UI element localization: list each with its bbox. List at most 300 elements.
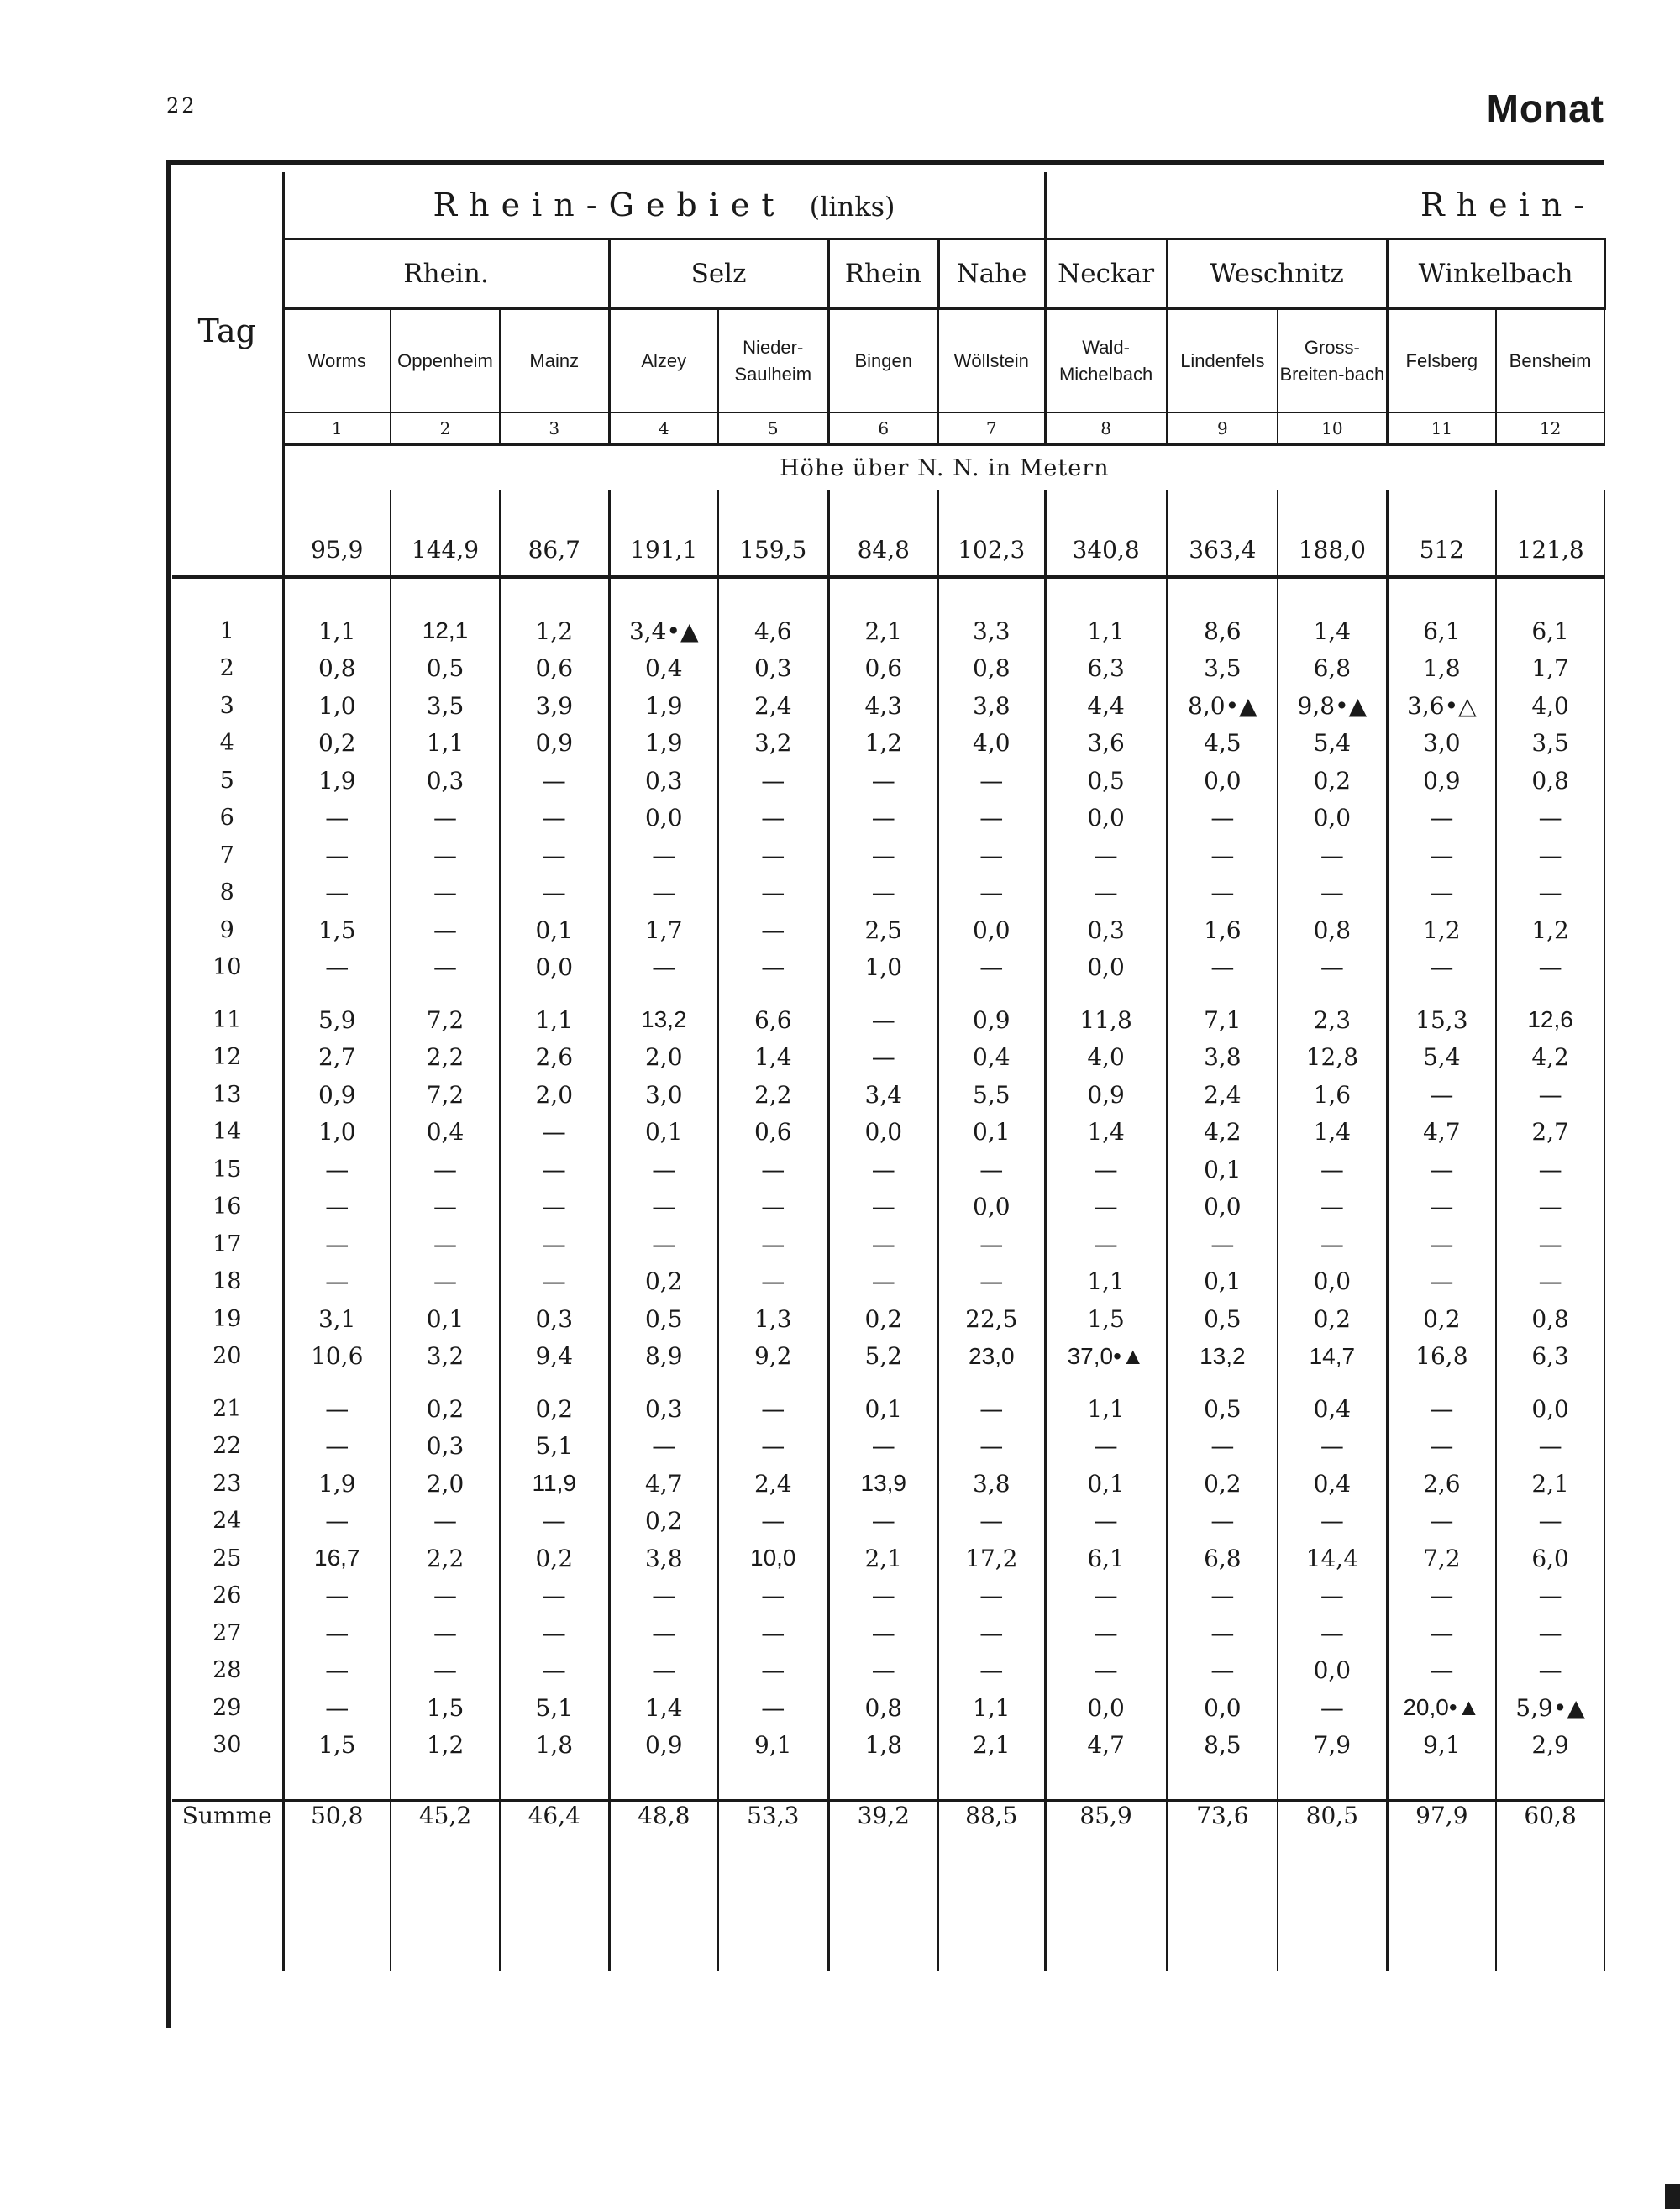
- table-cell: —: [391, 949, 500, 987]
- table-cell: 16,8: [1387, 1338, 1496, 1376]
- page-number: 22: [166, 94, 197, 118]
- table-cell: —: [283, 800, 391, 837]
- table-cell: 0,3: [609, 1375, 718, 1428]
- table-cell: 0,9: [938, 986, 1045, 1039]
- table-cell: —: [1167, 949, 1278, 987]
- table-cell: —: [828, 1652, 938, 1690]
- sum-value: 85,9: [1045, 1801, 1167, 1863]
- table-cell: —: [1387, 1151, 1496, 1188]
- table-cell: 0,0: [1278, 1263, 1387, 1301]
- table-cell: 0,3: [500, 1300, 609, 1338]
- table-cell: 1,1: [938, 1689, 1045, 1727]
- table-cell: 0,4: [391, 1114, 500, 1152]
- table-cell: —: [938, 1375, 1045, 1428]
- table-cell: —: [283, 1188, 391, 1226]
- table-cell: —: [828, 762, 938, 800]
- table-cell: 0,0: [1496, 1375, 1604, 1428]
- table-cell: 1,0: [283, 1114, 391, 1152]
- table-cell: 11,9: [500, 1465, 609, 1503]
- river-rhein: Rhein: [828, 239, 938, 309]
- table-cell: —: [938, 800, 1045, 837]
- day-number: 13: [172, 1076, 283, 1114]
- table-cell: —: [1387, 1263, 1496, 1301]
- table-cell: 9,2: [718, 1338, 828, 1376]
- table-cell: 2,7: [1496, 1114, 1604, 1152]
- elevation-value: 86,7: [500, 490, 609, 577]
- sum-value: 88,5: [938, 1801, 1045, 1863]
- table-cell: 0,1: [391, 1300, 500, 1338]
- table-cell: 0,1: [1167, 1151, 1278, 1188]
- elevation-value: 340,8: [1045, 490, 1167, 577]
- table-cell: 0,0: [500, 949, 609, 987]
- table-cell: 0,2: [609, 1263, 718, 1301]
- table-cell: 6,3: [1496, 1338, 1604, 1376]
- table-cell: 2,2: [391, 1540, 500, 1577]
- table-cell: 0,9: [283, 1076, 391, 1114]
- table-cell: —: [1496, 1503, 1604, 1540]
- sum-value: 60,8: [1496, 1801, 1604, 1863]
- day-number: 9: [172, 911, 283, 949]
- elevation-value: 102,3: [938, 490, 1045, 577]
- table-cell: 0,2: [1278, 1300, 1387, 1338]
- table-cell: —: [828, 1503, 938, 1540]
- table-row: [172, 1039, 1604, 1077]
- sum-value: 45,2: [391, 1801, 500, 1863]
- table-row: [172, 1689, 1604, 1727]
- region-left-header: [283, 172, 1045, 239]
- table-cell: 1,7: [609, 911, 718, 949]
- elevation-value: 95,9: [283, 490, 391, 577]
- table-cell: 0,1: [1045, 1465, 1167, 1503]
- table-cell: 10,6: [283, 1338, 391, 1376]
- station-wald-michelbach: Wald-Michelbach: [1045, 309, 1167, 413]
- table-cell: 22,5: [938, 1300, 1045, 1338]
- table-cell: —: [500, 800, 609, 837]
- table-cell: 0,8: [1496, 762, 1604, 800]
- table-cell: 13,2: [609, 986, 718, 1039]
- table-cell: 8,5: [1167, 1727, 1278, 1765]
- table-cell: —: [1278, 1428, 1387, 1466]
- day-number: 2: [172, 650, 283, 688]
- table-cell: —: [718, 1151, 828, 1188]
- table-cell: 9,4: [500, 1338, 609, 1376]
- day-number: 22: [172, 1428, 283, 1466]
- table-cell: —: [609, 1225, 718, 1263]
- table-cell: —: [1045, 1151, 1167, 1188]
- table-cell: 4,0: [938, 725, 1045, 763]
- table-cell: —: [718, 800, 828, 837]
- elevation-value: 84,8: [828, 490, 938, 577]
- table-row: [172, 800, 1604, 837]
- table-cell: —: [1167, 837, 1278, 874]
- station-mainz: Mainz: [500, 309, 609, 413]
- table-cell: 3,8: [938, 1465, 1045, 1503]
- table-cell: —: [283, 1375, 391, 1428]
- table-cell: —: [828, 1039, 938, 1077]
- table-cell: 1,2: [1496, 911, 1604, 949]
- table-cell: —: [1496, 1263, 1604, 1301]
- table-cell: 2,7: [283, 1039, 391, 1077]
- table-cell: 0,0: [1167, 1689, 1278, 1727]
- table-tail: [172, 1862, 1604, 1971]
- table-cell: 0,3: [1045, 911, 1167, 949]
- table-cell: 0,0: [609, 800, 718, 837]
- table-cell: —: [1496, 1652, 1604, 1690]
- table-cell: —: [1496, 874, 1604, 912]
- table-cell: 10,0: [718, 1540, 828, 1577]
- column-number: 12: [1496, 413, 1604, 445]
- table-cell: —: [828, 1263, 938, 1301]
- table-cell: —: [718, 949, 828, 987]
- table-cell: —: [718, 837, 828, 874]
- table-row: [172, 1188, 1604, 1226]
- table-cell: 3,8: [609, 1540, 718, 1577]
- table-cell: 0,2: [828, 1300, 938, 1338]
- table-cell: 7,2: [1387, 1540, 1496, 1577]
- table-cell: 7,9: [1278, 1727, 1387, 1765]
- table-cell: 2,5: [828, 911, 938, 949]
- table-cell: —: [1045, 1503, 1167, 1540]
- table-row: [172, 1465, 1604, 1503]
- table-cell: —: [1278, 1689, 1387, 1727]
- day-number: 26: [172, 1577, 283, 1615]
- table-cell: 0,0: [938, 1188, 1045, 1226]
- table-cell: —: [500, 837, 609, 874]
- table-cell: —: [1387, 837, 1496, 874]
- table-cell: —: [1278, 1614, 1387, 1652]
- day-number: 27: [172, 1614, 283, 1652]
- table-cell: 17,2: [938, 1540, 1045, 1577]
- table-cell: 12,8: [1278, 1039, 1387, 1077]
- table-cell: —: [1387, 1614, 1496, 1652]
- table-cell: 4,6: [718, 597, 828, 650]
- table-cell: —: [391, 1503, 500, 1540]
- elevation-value: 191,1: [609, 490, 718, 577]
- table-row: [172, 1300, 1604, 1338]
- table-cell: 2,2: [391, 1039, 500, 1077]
- table-cell: 0,1: [938, 1114, 1045, 1152]
- table-cell: 2,1: [828, 1540, 938, 1577]
- column-number: 3: [500, 413, 609, 445]
- table-cell: 6,1: [1045, 1540, 1167, 1577]
- table-cell: —: [283, 1577, 391, 1615]
- table-cell: 1,7: [1496, 650, 1604, 688]
- day-rows: [172, 597, 1604, 1764]
- table-cell: 3,9: [500, 687, 609, 725]
- table-cell: —: [283, 1151, 391, 1188]
- region-left-name: Rhein-Gebiet: [433, 186, 786, 223]
- day-number: 12: [172, 1039, 283, 1077]
- table-cell: 0,2: [500, 1375, 609, 1428]
- table-cell: 0,2: [283, 725, 391, 763]
- table-cell: 7,2: [391, 1076, 500, 1114]
- day-number: 20: [172, 1338, 283, 1376]
- precipitation-table: [172, 172, 1606, 1971]
- table-cell: —: [1045, 1577, 1167, 1615]
- table-cell: —: [1496, 800, 1604, 837]
- table-cell: 6,8: [1167, 1540, 1278, 1577]
- day-number: 14: [172, 1114, 283, 1152]
- table-cell: —: [391, 1225, 500, 1263]
- table-cell: —: [938, 874, 1045, 912]
- table-cell: 1,0: [283, 687, 391, 725]
- table-cell: —: [828, 800, 938, 837]
- table-cell: 13,2: [1167, 1338, 1278, 1376]
- table-cell: 2,1: [1496, 1465, 1604, 1503]
- table-cell: —: [718, 1225, 828, 1263]
- table-cell: 1,8: [1387, 650, 1496, 688]
- table-cell: —: [1278, 1151, 1387, 1188]
- day-number: 5: [172, 762, 283, 800]
- sum-value: 53,3: [718, 1801, 828, 1863]
- top-rule: [166, 160, 1604, 165]
- column-number: 8: [1045, 413, 1167, 445]
- table-cell: —: [609, 1188, 718, 1226]
- table-cell: 1,1: [500, 986, 609, 1039]
- elevation-value: 363,4: [1167, 490, 1278, 577]
- station-worms: Worms: [283, 309, 391, 413]
- table-cell: —: [283, 1503, 391, 1540]
- sum-value: 97,9: [1387, 1801, 1496, 1863]
- table-cell: —: [500, 1614, 609, 1652]
- table-cell: 5,5: [938, 1076, 1045, 1114]
- table-cell: —: [500, 1188, 609, 1226]
- table-cell: —: [1387, 1188, 1496, 1226]
- table-cell: —: [1278, 1188, 1387, 1226]
- table-cell: 1,4: [718, 1039, 828, 1077]
- day-number: 30: [172, 1727, 283, 1765]
- table-cell: —: [1167, 1225, 1278, 1263]
- table-cell: 0,3: [391, 762, 500, 800]
- table-cell: —: [828, 837, 938, 874]
- table-cell: 14,7: [1278, 1338, 1387, 1376]
- table-cell: 4,4: [1045, 687, 1167, 725]
- table-cell: —: [938, 1263, 1045, 1301]
- table-cell: 1,2: [1387, 911, 1496, 949]
- column-number: 1: [283, 413, 391, 445]
- station-gross-breitenbach: Gross-Breiten-bach: [1278, 309, 1387, 413]
- table-cell: 0,0: [1167, 762, 1278, 800]
- table-cell: —: [1387, 1225, 1496, 1263]
- table-cell: 6,1: [1496, 597, 1604, 650]
- day-number: 3: [172, 687, 283, 725]
- table-cell: 3,6•△: [1387, 687, 1496, 725]
- region-right-header: Rhein-: [1045, 172, 1604, 239]
- table-cell: —: [500, 1263, 609, 1301]
- table-cell: 0,2: [1387, 1300, 1496, 1338]
- table-cell: 9,8•▲: [1278, 687, 1387, 725]
- table-cell: 4,7: [1045, 1727, 1167, 1765]
- day-number: 25: [172, 1540, 283, 1577]
- table-row: [172, 762, 1604, 800]
- table-cell: 3,2: [391, 1338, 500, 1376]
- table-cell: —: [283, 1689, 391, 1727]
- table-cell: —: [938, 837, 1045, 874]
- table-cell: 0,2: [1278, 762, 1387, 800]
- table-cell: 0,5: [391, 650, 500, 688]
- day-number: 11: [172, 986, 283, 1039]
- table-cell: —: [828, 1577, 938, 1615]
- table-cell: —: [1278, 1577, 1387, 1615]
- station-alzey: Alzey: [609, 309, 718, 413]
- table-row: [172, 1503, 1604, 1540]
- table-cell: —: [1496, 1076, 1604, 1114]
- table-row: [172, 911, 1604, 949]
- table-cell: 7,1: [1167, 986, 1278, 1039]
- table-cell: 3,6: [1045, 725, 1167, 763]
- table-cell: 13,9: [828, 1465, 938, 1503]
- table-cell: —: [391, 1263, 500, 1301]
- table-cell: 0,9: [609, 1727, 718, 1765]
- table-cell: 2,3: [1278, 986, 1387, 1039]
- sum-value: 73,6: [1167, 1801, 1278, 1863]
- table-cell: —: [1387, 874, 1496, 912]
- table-cell: 0,0: [828, 1114, 938, 1152]
- table-cell: —: [718, 1652, 828, 1690]
- table-cell: —: [609, 1614, 718, 1652]
- table-cell: 0,1: [500, 911, 609, 949]
- table-row: [172, 837, 1604, 874]
- table-cell: —: [609, 1652, 718, 1690]
- table-cell: 7,2: [391, 986, 500, 1039]
- table-row: [172, 1114, 1604, 1152]
- table-cell: —: [1278, 949, 1387, 987]
- table-cell: —: [500, 1225, 609, 1263]
- table-cell: 12,1: [391, 597, 500, 650]
- table-cell: 4,5: [1167, 725, 1278, 763]
- table-cell: —: [1496, 1188, 1604, 1226]
- elevation-spacer: [172, 490, 283, 577]
- table-cell: 0,8: [938, 650, 1045, 688]
- day-number: 24: [172, 1503, 283, 1540]
- sum-label: Summe: [172, 1801, 283, 1863]
- table-cell: 0,4: [1278, 1465, 1387, 1503]
- column-number: 9: [1167, 413, 1278, 445]
- table-cell: —: [1167, 800, 1278, 837]
- table-cell: 0,6: [828, 650, 938, 688]
- table-cell: 0,1: [609, 1114, 718, 1152]
- table-cell: —: [1387, 800, 1496, 837]
- table-cell: —: [1387, 1503, 1496, 1540]
- table-cell: 0,1: [828, 1375, 938, 1428]
- table-cell: —: [500, 1151, 609, 1188]
- table-row: [172, 1428, 1604, 1466]
- table-cell: 3,2: [718, 725, 828, 763]
- table-cell: —: [718, 1614, 828, 1652]
- table-cell: —: [938, 1225, 1045, 1263]
- table-cell: —: [1496, 1225, 1604, 1263]
- table-cell: —: [718, 1375, 828, 1428]
- left-rule: [166, 160, 171, 2028]
- column-number: 4: [609, 413, 718, 445]
- column-number: 7: [938, 413, 1045, 445]
- table-cell: 1,2: [500, 597, 609, 650]
- table-cell: —: [938, 1428, 1045, 1466]
- precipitation-table-frame: [166, 160, 1604, 2028]
- table-row: [172, 1577, 1604, 1615]
- table-cell: —: [1167, 1577, 1278, 1615]
- table-cell: —: [1496, 1151, 1604, 1188]
- sum-value: 39,2: [828, 1801, 938, 1863]
- table-cell: —: [1045, 1428, 1167, 1466]
- table-cell: —: [718, 1577, 828, 1615]
- table-cell: 6,3: [1045, 650, 1167, 688]
- elevation-value: 188,0: [1278, 490, 1387, 577]
- table-cell: 0,2: [609, 1503, 718, 1540]
- table-cell: 5,9: [283, 986, 391, 1039]
- table-cell: 1,9: [609, 687, 718, 725]
- table-cell: —: [500, 1652, 609, 1690]
- table-cell: —: [938, 1614, 1045, 1652]
- table-cell: —: [718, 1263, 828, 1301]
- sum-row: [172, 1801, 1604, 1863]
- table-cell: —: [391, 1577, 500, 1615]
- elevation-value: 144,9: [391, 490, 500, 577]
- table-cell: —: [283, 837, 391, 874]
- table-cell: 5,4: [1278, 725, 1387, 763]
- table-cell: —: [1167, 874, 1278, 912]
- table-cell: 23,0: [938, 1338, 1045, 1376]
- day-number: 17: [172, 1225, 283, 1263]
- table-cell: 1,1: [1045, 1263, 1167, 1301]
- table-cell: 2,4: [1167, 1076, 1278, 1114]
- table-cell: 11,8: [1045, 986, 1167, 1039]
- header-separator: [172, 577, 1604, 597]
- table-cell: 0,8: [828, 1689, 938, 1727]
- table-cell: 0,3: [391, 1428, 500, 1466]
- table-cell: —: [1387, 1076, 1496, 1114]
- day-number: 7: [172, 837, 283, 874]
- table-cell: 1,4: [1045, 1114, 1167, 1152]
- station-woellstein: Wöllstein: [938, 309, 1045, 413]
- table-cell: —: [1045, 837, 1167, 874]
- table-cell: 9,1: [718, 1727, 828, 1765]
- day-number: 16: [172, 1188, 283, 1226]
- table-cell: —: [1496, 949, 1604, 987]
- table-cell: 0,0: [1167, 1188, 1278, 1226]
- table-cell: 0,8: [1496, 1300, 1604, 1338]
- table-cell: 1,4: [1278, 597, 1387, 650]
- station-nieder-saulheim: Nieder-Saulheim: [718, 309, 828, 413]
- table-cell: —: [1278, 1503, 1387, 1540]
- table-cell: —: [391, 800, 500, 837]
- table-cell: 5,1: [500, 1428, 609, 1466]
- table-cell: 3,4: [828, 1076, 938, 1114]
- table-cell: 8,6: [1167, 597, 1278, 650]
- table-cell: 0,8: [1278, 911, 1387, 949]
- table-cell: —: [718, 1188, 828, 1226]
- table-row: [172, 1652, 1604, 1690]
- table-cell: 0,4: [609, 650, 718, 688]
- table-cell: 0,2: [1167, 1465, 1278, 1503]
- table-cell: —: [718, 911, 828, 949]
- table-row: [172, 1614, 1604, 1652]
- river-neckar: Neckar: [1045, 239, 1167, 309]
- day-number: 1: [172, 597, 283, 650]
- table-cell: 0,0: [1045, 800, 1167, 837]
- day-number: 23: [172, 1465, 283, 1503]
- station-bensheim: Bensheim: [1496, 309, 1604, 413]
- table-cell: 2,2: [718, 1076, 828, 1114]
- table-cell: 5,4: [1387, 1039, 1496, 1077]
- table-cell: 0,4: [1278, 1375, 1387, 1428]
- table-cell: 3,3: [938, 597, 1045, 650]
- table-row: [172, 1225, 1604, 1263]
- table-cell: —: [1045, 1188, 1167, 1226]
- column-number: 6: [828, 413, 938, 445]
- elevation-value: 159,5: [718, 490, 828, 577]
- table-cell: 1,5: [391, 1689, 500, 1727]
